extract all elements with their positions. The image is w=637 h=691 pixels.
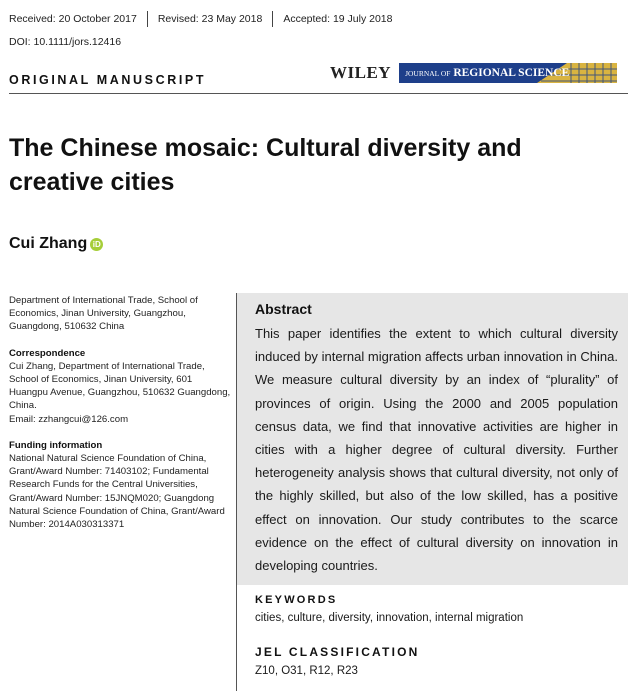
funding-block: [9, 439, 231, 531]
correspondence-block: [9, 347, 231, 426]
keywords-text: cities, culture, diversity, innovation, internal migration: [255, 612, 524, 624]
abstract-heading: Abstract: [255, 301, 312, 317]
affiliation: Department of International Trade, School of Economics, Jinan University, Guangzhou, Guangdong, 510632 China: [9, 295, 198, 333]
header-rule: [9, 93, 628, 94]
date-divider: [272, 11, 273, 27]
orcid-icon[interactable]: iD: [90, 238, 103, 251]
abstract-panel: [236, 293, 628, 585]
funding-heading: Funding information: [9, 439, 103, 451]
received-date: Received: 20 October 2017: [9, 13, 137, 25]
correspondence-email[interactable]: Email: zzhangcui@126.com: [9, 413, 129, 425]
journal-banner[interactable]: [399, 63, 617, 83]
keywords-panel: [236, 585, 628, 691]
author-name[interactable]: Cui Zhang: [9, 235, 88, 252]
date-divider: [147, 11, 148, 27]
article-info-column: [9, 294, 231, 544]
wiley-logo[interactable]: WILEY: [330, 63, 392, 82]
abstract-text: This paper identifies the extent to which cultural diversity induced by internal migration affects urban innovation in China. We measure cultural diversity by an index of “plurality” of provinces of origin. Using the 2000 and 2005 population census data, we find that innovative activities are higher in cities with a higher degree of cultural diversity. Further heterogeneity analysis shows that cultural diversity, not only of the highly skilled, but also of the low skilled, has a positive effect on innovation. Our study contributes to the scarce evidence on the effect of cultural diversity on innovation in developing countries.: [255, 326, 618, 574]
correspondence-text: Cui Zhang, Department of International Trade, School of Economics, Jinan University, 601 Huangpu Avenue, Guangzhou, 510632 Guangdong, China.: [9, 360, 231, 412]
journal-name: JOURNAL OF REGIONAL SCIENCE: [405, 67, 570, 79]
jel-codes: Z10, O31, R12, R23: [255, 665, 358, 677]
doi-link[interactable]: DOI: 10.1111/jors.12416: [9, 36, 122, 48]
jel-heading: JEL CLASSIFICATION: [255, 645, 420, 659]
correspondence-heading: Correspondence: [9, 347, 86, 359]
funding-text: National Natural Science Foundation of China, Grant/Award Number: 71403102; Fundamental Research Funds for the Central Universities, Grant/Award Number: 15JNQM020; Guangdong Natural Science Foundation of China, Grant/Award Number: 2014A030313371: [9, 453, 225, 531]
keywords-heading: KEYWORDS: [255, 594, 338, 606]
revised-date: Revised: 23 May 2018: [157, 13, 263, 25]
publisher-brand: [330, 63, 617, 83]
article-dates: [9, 11, 393, 27]
author-line: [9, 235, 103, 253]
article-title: The Chinese mosaic: Cultural diversity and creative cities: [9, 134, 522, 196]
section-label: ORIGINAL MANUSCRIPT: [9, 73, 207, 87]
accepted-date: Accepted: 19 July 2018: [283, 13, 393, 25]
